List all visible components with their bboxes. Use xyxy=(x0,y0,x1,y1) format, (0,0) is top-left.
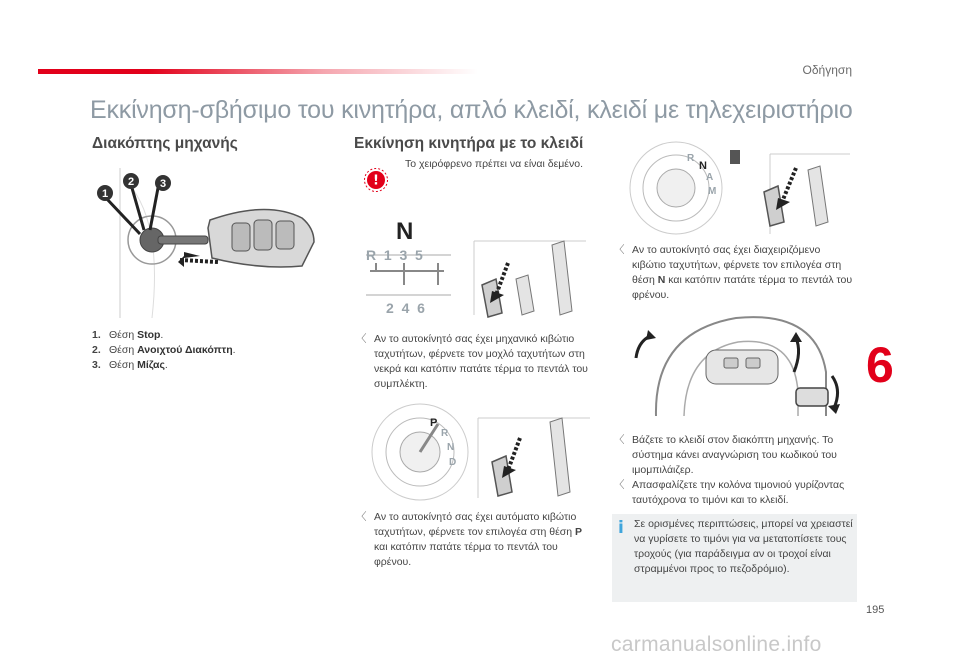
steering-wheel-figure xyxy=(626,312,854,418)
auto-selector-p: P xyxy=(430,417,438,429)
gear-neutral-label: N xyxy=(396,218,414,245)
robot-selector-m: M xyxy=(708,186,717,197)
gear-bottom-labels: 2 4 6 xyxy=(386,300,425,316)
svg-text:!: ! xyxy=(373,173,379,189)
key-start-heading: Εκκίνηση κινητήρα με το κλειδί xyxy=(354,135,584,152)
page-title: Εκκίνηση-σβήσιμο του κινητήρα, απλό κλειδί, κλειδί με τηλεχειριστήριο xyxy=(90,96,853,124)
auto-gearbox-instruction: 〈 Αν το αυτοκίνητό σας έχει αυτόματο κιβώτιο ταχυτήτων, φέρνετε τον επιλογέα στη θέση P και κατόπιν πατάτε τέρμα το πεντάλ του φρένου. xyxy=(356,511,583,568)
bullet-marker: 〈 xyxy=(614,434,625,446)
bullet-marker: 〈 xyxy=(356,511,367,523)
robot-selector-r: R xyxy=(687,153,695,164)
auto-gearbox-figure xyxy=(360,402,596,502)
callout-3-label: 3 xyxy=(159,178,167,190)
info-icon: i xyxy=(618,518,624,538)
ignition-key-figure xyxy=(92,168,330,318)
handbrake-warning: Το χειρόφρενο πρέπει να είναι δεμένο. xyxy=(405,158,583,170)
callout-2-label: 2 xyxy=(127,176,135,188)
bullet-marker: 〈 xyxy=(356,333,367,345)
ignition-switch-heading: Διακόπτης μηχανής xyxy=(92,135,238,152)
page-number: 195 xyxy=(866,604,885,616)
callout-1 xyxy=(96,184,114,202)
position-item: 3. Θέση Μίζας. xyxy=(92,359,168,371)
unlock-column-instruction: 〈 Απασφαλίζετε την κολόνα τιμονιού γυρίζοντας ταυτόχρονα το τιμόνι και το κλειδί. xyxy=(614,479,845,506)
auto-selector-n: N xyxy=(447,442,455,453)
bullet-marker: 〈 xyxy=(614,479,625,491)
warning-icon xyxy=(362,168,390,197)
auto-selector-d: D xyxy=(449,457,457,468)
info-note xyxy=(612,514,857,602)
callout-1-label: 1 xyxy=(101,188,109,200)
robot-selector-a: A xyxy=(706,172,714,183)
insert-key-instruction: 〈 Βάζετε το κλειδί στον διακόπτη μηχανής. Το σύστημα κάνει αναγνώριση του κωδικού του ιμομπιλάιζερ. xyxy=(614,434,837,476)
robot-selector-n: N xyxy=(699,160,707,172)
robot-gearbox-figure xyxy=(620,140,856,236)
manual-gearbox-instruction: 〈 Αν το αυτοκίνητό σας έχει μηχανικό κιβώτιο ταχυτήτων, φέρνετε τον μοχλό ταχυτήτων στη νεκρά και κατόπιν πατάτε τέρμα το πεντάλ του συμπλέκτη. xyxy=(356,333,588,390)
ignition-positions-list xyxy=(92,328,236,373)
gear-top-labels: R 1 3 5 xyxy=(366,247,423,263)
section-name: Οδήγηση xyxy=(802,63,852,77)
robot-gearbox-instruction: 〈 Αν το αυτοκίνητό σας έχει διαχειριζόμενο κιβώτιο ταχυτήτων, φέρνετε τον επιλογέα στη θέση N και κατόπιν πατάτε τέρμα το πεντάλ του φρένου. xyxy=(614,244,853,301)
watermark: carmanualsonline.info xyxy=(611,633,822,656)
bullet-marker: 〈 xyxy=(614,244,625,256)
callout-2 xyxy=(122,172,140,190)
chapter-number: 6 xyxy=(866,337,894,393)
header-accent-bar xyxy=(38,69,478,74)
position-item: 1. Θέση Stop. xyxy=(92,329,164,341)
info-note-text: Σε ορισμένες περιπτώσεις, μπορεί να χρειαστεί να γυρίσετε το τιμόνι για να μετατοπίσετε τους τροχούς (για παράδειγμα αν οι τροχοί είναι στραμμένοι προς το πεζοδρόμιο). xyxy=(634,518,853,575)
auto-selector-r: R xyxy=(441,428,449,439)
callout-3 xyxy=(154,174,172,192)
position-item: 2. Θέση Ανοιχτού Διακόπτη. xyxy=(92,344,236,356)
